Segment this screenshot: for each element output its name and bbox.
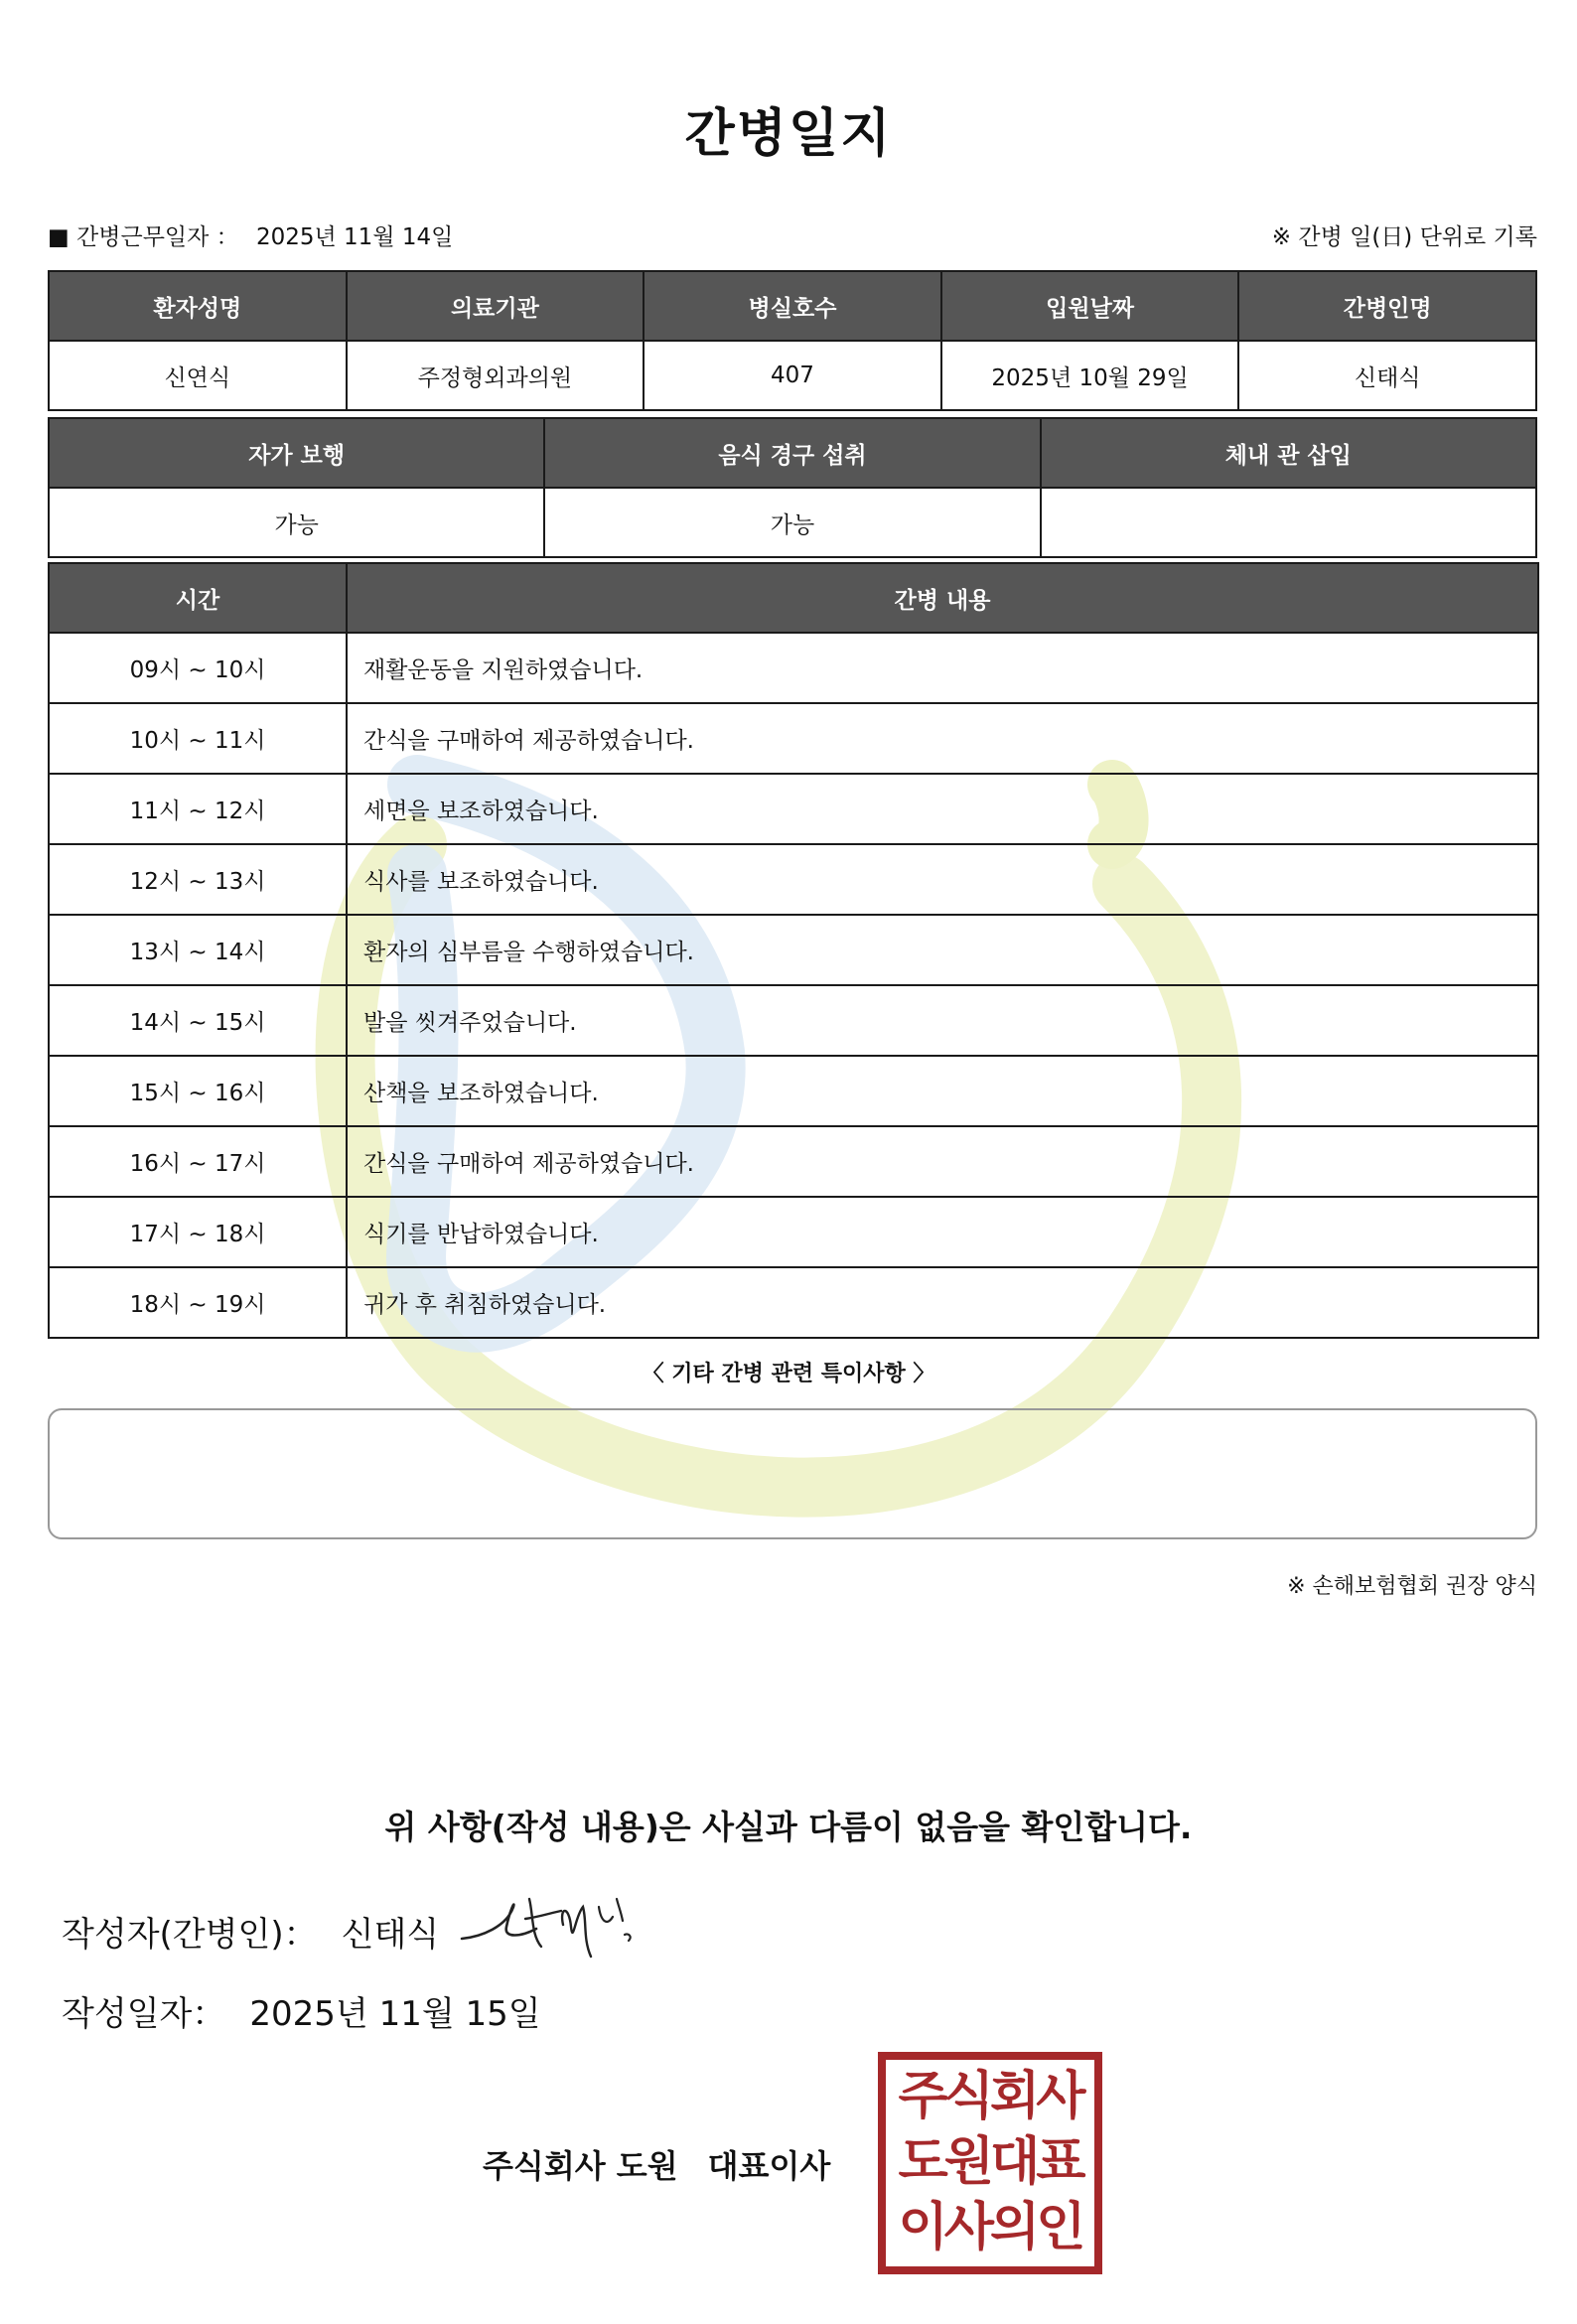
care-content: 간식을 구매하여 제공하였습니다. [347,703,1538,774]
representative-title: 대표이사 [707,2147,831,2185]
care-log-table [48,562,1539,1339]
meta-row [48,218,1537,254]
seal-text: 주식회사 도원대표 이사의인 [898,2067,1082,2257]
time-slot: 16시 ~ 17시 [49,1126,347,1197]
time-slot: 13시 ~ 14시 [49,915,347,985]
header-time: 시간 [49,563,347,633]
care-content: 발을 씻겨주었습니다. [347,985,1538,1056]
care-content: 귀가 후 취침하였습니다. [347,1267,1538,1338]
time-slot: 10시 ~ 11시 [49,703,347,774]
time-slot: 18시 ~ 19시 [49,1267,347,1338]
caregiver-name: 신태식 [1238,341,1536,410]
table-row [49,1197,1538,1267]
care-content: 식기를 반납하였습니다. [347,1197,1538,1267]
written-date-label: 작성일자： [62,1994,226,2034]
oral-intake-value: 가능 [544,488,1040,557]
header-patient-name: 환자성명 [49,271,347,341]
table-row [49,1126,1538,1197]
care-content: 세면을 보조하였습니다. [347,774,1538,844]
table-row [49,703,1538,774]
time-slot: 15시 ~ 16시 [49,1056,347,1126]
header-hospital: 의료기관 [347,271,645,341]
header-tube-insertion: 체내 관 삽입 [1041,418,1536,488]
writer-line [62,1907,439,1956]
header-room-number: 병실호수 [644,271,941,341]
document-title: 간병일지 [684,104,893,164]
written-date-line [62,1986,541,2035]
handwritten-signature [452,1877,660,1966]
self-walking-value: 가능 [49,488,544,557]
header-care-content: 간병 내용 [347,563,1538,633]
care-content: 환자의 심부름을 수행하였습니다. [347,915,1538,985]
time-slot: 12시 ~ 13시 [49,844,347,915]
work-date-label: ■ 간병근무일자 ： [48,224,239,250]
care-content: 재활운동을 지원하였습니다. [347,633,1538,703]
header-oral-intake: 음식 경구 섭취 [544,418,1040,488]
time-slot: 11시 ~ 12시 [49,774,347,844]
time-slot: 17시 ~ 18시 [49,1197,347,1267]
table-row [49,633,1538,703]
hospital-name: 주정형외과의원 [347,341,645,410]
remarks-box [48,1408,1537,1539]
writer-label: 작성자(간병인)： [62,1915,318,1955]
patient-name: 신연식 [49,341,347,410]
time-slot: 09시 ~ 10시 [49,633,347,703]
header-self-walking: 자가 보행 [49,418,544,488]
remarks-title: 〈 기타 간병 관련 특이사항 〉 [642,1362,935,1386]
room-number: 407 [644,341,941,410]
care-content: 산책을 보조하였습니다. [347,1056,1538,1126]
care-content: 간식을 구매하여 제공하였습니다. [347,1126,1538,1197]
header-caregiver-name: 간병인명 [1238,271,1536,341]
table-row [49,915,1538,985]
form-source-note: ※ 손해보험협회 권장 양식 [1287,1574,1537,1599]
table-row [49,774,1538,844]
company-name: 주식회사 도원 [483,2147,678,2185]
record-unit-note: ※ 간병 일(日) 단위로 기록 [1271,224,1537,250]
table-row [49,844,1538,915]
work-date-value: 2025년 11월 14일 [255,224,454,250]
table-row [49,1267,1538,1338]
written-date-value: 2025년 11월 15일 [249,1994,541,2034]
patient-info-table [48,270,1537,411]
table-row [49,985,1538,1056]
patient-status-table [48,417,1537,558]
time-slot: 14시 ~ 15시 [49,985,347,1056]
table-row [49,1056,1538,1126]
header-admission-date: 입원날짜 [941,271,1239,341]
care-content: 식사를 보조하였습니다. [347,844,1538,915]
company-signature-line [483,2141,830,2187]
confirmation-statement: 위 사항(작성 내용)은 사실과 다름이 없음을 확인합니다. [384,1808,1193,1846]
company-seal [878,2052,1102,2274]
admission-date: 2025년 10월 29일 [941,341,1239,410]
tube-insertion-value [1041,488,1536,557]
work-date [48,218,453,251]
writer-name: 신태식 [341,1915,440,1955]
